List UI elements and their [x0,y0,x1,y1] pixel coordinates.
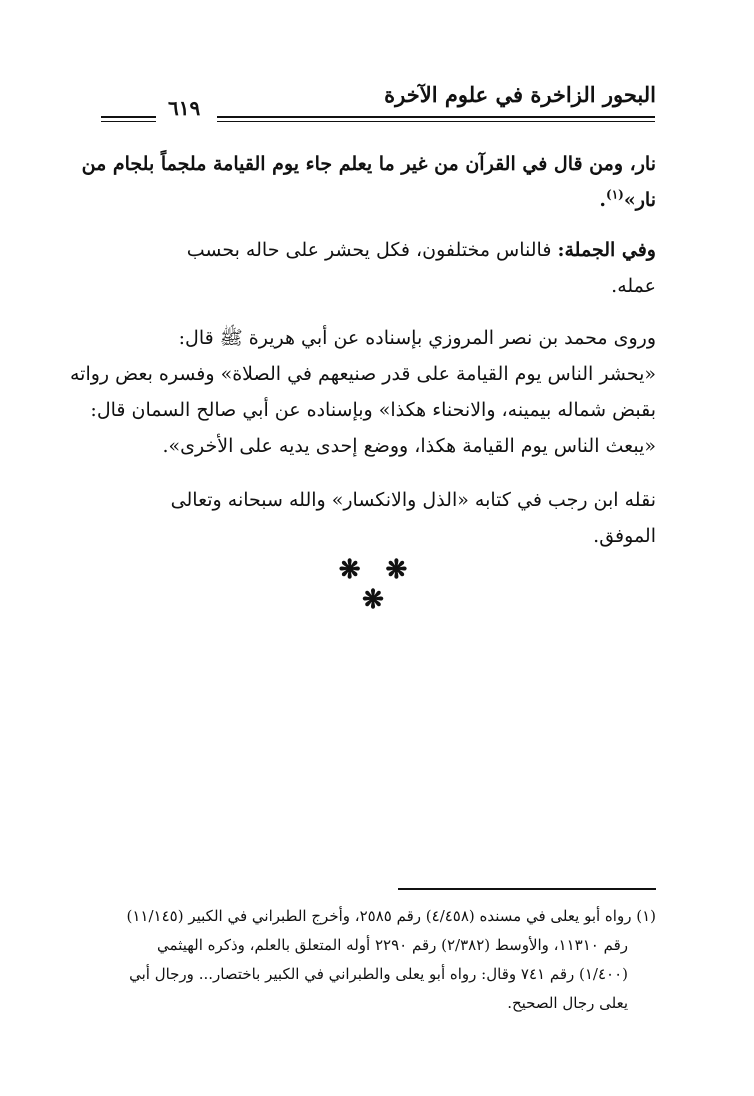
paragraph-line: «يبعث الناس يوم القيامة هكذا، ووضع إحدى يديه على الأخرى». [162,435,656,457]
header-rule-thin [217,121,655,122]
footnote-line: يعلى رجال الصحيح. [507,994,628,1012]
paragraph-text: فالناس مختلفون، فكل يحشر على حاله بحسب [186,239,552,261]
footnote-rule [398,888,656,890]
section-separator: ❋ ❋ ❋ [338,555,416,615]
paragraph-2 [100,232,656,304]
paragraph-line: «يحشر الناس يوم القيامة على قدر صنيعهم في الصلاة» وفسره بعض رواته [70,363,656,385]
footnote-reference: (١) [606,187,624,202]
paragraph-line: الموفق. [593,525,656,547]
header-rule [217,116,655,118]
footnote [100,902,656,1018]
paragraph-line: عمله. [611,275,656,297]
paragraph-3 [70,320,656,464]
paragraph-line: وروى محمد بن نصر المروزي بإسناده عن أبي هريرة ﷺ قال: [178,327,656,349]
header-rule-left-thin [101,121,156,122]
paragraph-lead: وفي الجملة: [557,239,656,261]
paragraph-line [100,182,656,218]
paragraph-1 [81,146,656,218]
paragraph-line: نقله ابن رجب في كتابه «الذل والانكسار» والله سبحانه وتعالى [170,489,656,511]
paragraph-line: بقبض شماله بيمينه، والانحناء هكذا» وبإسناده عن أبي صالح السمان قال: [90,399,656,421]
footnote-line: (١/٤٠٠) رقم ٧٤١ وقال: رواه أبو يعلى والطبراني في الكبير باختصار... ورجال أبي [129,965,628,983]
paragraph-line: نار، ومن قال في القرآن من غير ما يعلم جاء يوم القيامة ملجماً بلجام من [81,153,656,175]
page-number: ٦١٩ [168,96,201,120]
paragraph-line [100,232,656,268]
footnote-line: (١) رواه أبو يعلى في مسنده (٤/٤٥٨) رقم ٢٥٨٥، وأخرج الطبراني في الكبير (١١/١٤٥) [126,907,656,925]
period: . [599,189,607,211]
footnote-line: رقم ١١٣١٠، والأوسط (٢/٣٨٢) رقم ٢٢٩٠ أوله المتعلق بالعلم، وذكره الهيثمي [157,936,628,954]
running-header-title: البحور الزاخرة في علوم الآخرة [384,82,656,107]
paragraph-text: نار» [623,189,656,211]
paragraph-4 [100,482,656,554]
header-rule-left [101,116,156,118]
